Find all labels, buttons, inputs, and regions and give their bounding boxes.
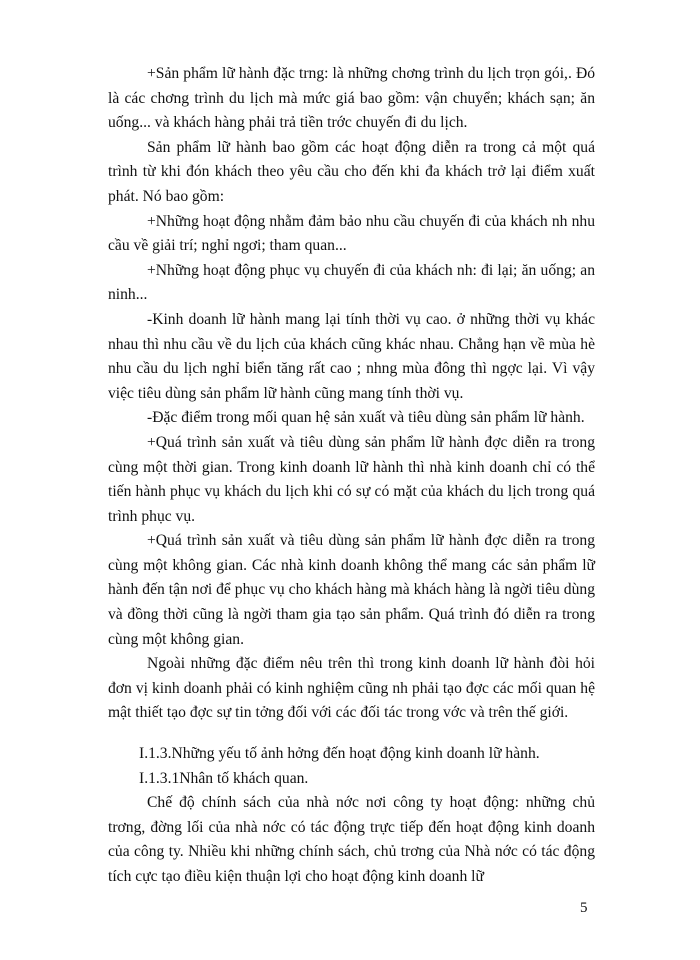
paragraph-package-tour: +Sản phẩm lữ hành đặc trng: là những chơng trình du lịch trọn gói,. Đó là các chơng trình du lịch mà mức giá bao gồm: vận chuyển; khách sạn; ăn uống... và khách hàng phải trả tiền trớc chuyến đi du lịch. [108, 65, 595, 132]
document-body [108, 62, 595, 890]
paragraph-customer-needs: +Những hoạt động nhằm đảm bảo nhu cầu chuyến đi của khách nh nhu cầu về giải trí; nghỉ ngơi; tham quan... [108, 212, 595, 255]
paragraph-experience: Ngoài những đặc điểm nêu trên thì trong kinh doanh lữ hành đòi hỏi đơn vị kinh doanh phải có kinh nghiệm cũng nh phải tạo đợc các mối quan hệ mật thiết tạo đợc sự tin tởng đối với các đối tác trong vớc và trên thế giới. [108, 655, 595, 722]
paragraph-seasonality: -Kinh doanh lữ hành mang lại tính thời vụ cao. ở những thời vụ khác nhau thì nhu cầu về du lịch của khách cũng khác nhau. Chẳng hạn về mùa hè nhu cầu du lịch nghỉ biển tăng rất cao ; nhng mùa đông thì ngợc lại. Vì vậy việc tiêu dùng sản phẩm lữ hành cũng mang tính thời vụ. [108, 310, 595, 402]
paragraph-government-policy: Chế độ chính sách của nhà nớc nơi công ty hoạt động: những chủ trơng, đờng lối của nhà nớc có tác động trực tiếp đến hoạt động kinh doanh của công ty. Nhiều khi những chính sách, chủ trơng của Nhà nớc có tác động tích cực tạo điều kiện thuận lợi cho hoạt động kinh doanh lữ [108, 794, 595, 885]
paragraph-service-activities: +Những hoạt động phục vụ chuyến đi của khách nh: đi lại; ăn uống; an ninh... [108, 261, 595, 304]
page-number: 5 [580, 900, 588, 916]
paragraph-same-space: +Quá trình sản xuất và tiêu dùng sản phẩm lữ hành đợc diễn ra trong cùng một không gian. Các nhà kinh doanh không thể mang các sản phẩm lữ hành đến tận nơi để phục vụ cho khách hàng mà khách hàng là ngời tiêu dùng và đồng thời cũng là ngời tham gia tạo sản phẩm. Quá trình đó diễn ra trong cùng một không gian. [108, 532, 595, 648]
section-heading: I.1.3.Những yếu tố ảnh hởng đến hoạt động kinh doanh lữ hành. [139, 745, 540, 763]
section-spacer [108, 726, 595, 742]
subsection-heading: I.1.3.1Nhân tố khách quan. [139, 769, 309, 787]
paragraph-production-consumption: -Đặc điểm trong mối quan hệ sản xuất và tiêu dùng sản phẩm lữ hành. [147, 409, 585, 427]
paragraph-travel-product: Sản phẩm lữ hành bao gồm các hoạt động diễn ra trong cả một quá trình từ khi đón khách theo yêu cầu cho đến khi đa khách trở lại điểm xuất phát. Nó bao gồm: [108, 138, 595, 205]
paragraph-same-time: +Quá trình sản xuất và tiêu dùng sản phẩm lữ hành đợc diễn ra trong cùng một thời gian. Trong kinh doanh lữ hành thì nhà kinh doanh chỉ có thể tiến hành phục vụ khách du lịch khi có sự có mặt của khách du lịch trong quá trình phục vụ. [108, 433, 595, 525]
